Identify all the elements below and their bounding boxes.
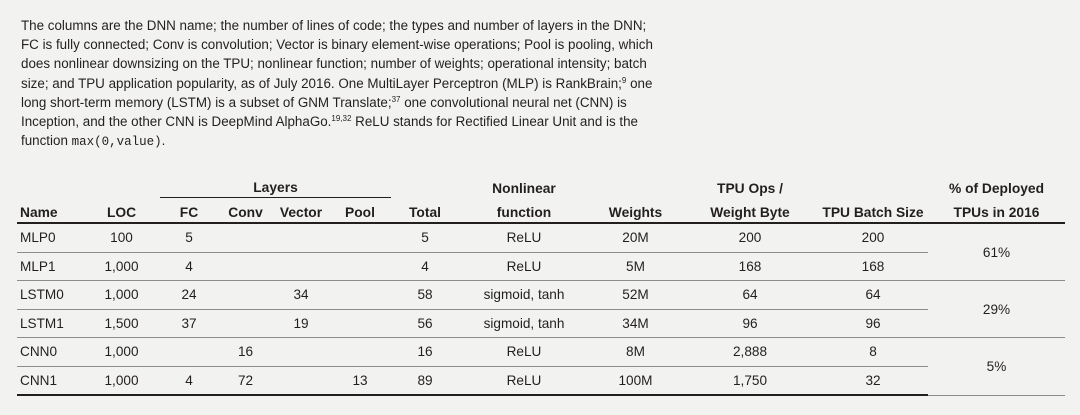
- weights-value: 5M: [589, 252, 682, 281]
- deployed-share: 5%: [928, 338, 1065, 396]
- caption-text: ReLU stands for Rectified Linear Unit and is the function: [21, 114, 638, 149]
- batch-value: 168: [818, 252, 928, 281]
- fc-value: 37: [160, 309, 218, 338]
- fc-header: FC: [179, 205, 199, 220]
- loc-value: 1,000: [83, 338, 160, 367]
- dnn-table: [17, 177, 1065, 396]
- ops-value: 64: [682, 281, 818, 310]
- total-value: 58: [391, 281, 459, 310]
- table-row: [17, 281, 1065, 310]
- total-value: 56: [391, 309, 459, 338]
- total-value: 89: [391, 366, 459, 395]
- tpu-ops-header-line2: Weight Byte: [710, 205, 790, 220]
- ops-value: 1,750: [682, 366, 818, 395]
- fc-value: 5: [160, 223, 218, 252]
- loc-value: 1,000: [83, 252, 160, 281]
- table-row: [17, 252, 1065, 281]
- fc-value: 4: [160, 366, 218, 395]
- batch-value: 96: [818, 309, 928, 338]
- citation-ref: 19,32: [331, 114, 352, 124]
- fc-value: 24: [160, 281, 218, 310]
- caption-text: .: [161, 133, 166, 149]
- deployed-share: 29%: [928, 281, 1065, 338]
- batch-value: 64: [818, 281, 928, 310]
- pool-value: [329, 281, 391, 310]
- loc-value: 100: [83, 223, 160, 252]
- deployed-share: 61%: [928, 223, 1065, 281]
- ops-value: 168: [682, 252, 818, 281]
- layers-header: Layers: [160, 177, 391, 198]
- pool-value: [329, 223, 391, 252]
- nonlinear-header-line2: function: [496, 205, 552, 220]
- weights-value: 100M: [589, 366, 682, 395]
- vector-value: [273, 252, 329, 281]
- ops-value: 96: [682, 309, 818, 338]
- dnn-name: MLP1: [17, 252, 83, 281]
- batch-value: 200: [818, 223, 928, 252]
- total-value: 5: [391, 223, 459, 252]
- conv-value: 16: [218, 338, 273, 367]
- total-header: Total: [409, 205, 441, 220]
- loc-header: LOC: [106, 205, 137, 220]
- weights-header: Weights: [608, 205, 663, 220]
- caption-text: one convolutional neural net (CNN) is Inception, and the other CNN is DeepMind AlphaGo.: [21, 94, 627, 130]
- vector-value: [273, 366, 329, 395]
- conv-value: [218, 281, 273, 310]
- caption-text: The columns are the DNN name; the number of lines of code; the types and number of layers in the DNN; FC is fully connected; Conv is convolution; Vector is binary element-wise operations; Pool is pooling, which does nonlinear downsizing on the TPU; nonlinear function; number of weights; operational intensity; batch size; and TPU application popularity, as of July 2016. One MultiLayer Perceptron (MLP) is RankBrain;: [21, 18, 653, 91]
- weights-value: 34M: [589, 309, 682, 338]
- ops-value: 2,888: [682, 338, 818, 367]
- pool-value: [329, 338, 391, 367]
- dnn-name: LSTM0: [17, 281, 83, 310]
- nonlinear-value: ReLU: [459, 223, 589, 252]
- batch-value: 8: [818, 338, 928, 367]
- caption-text: one long short-term memory (LSTM) is a subset of GNM Translate;: [21, 75, 653, 110]
- vector-header: Vector: [279, 205, 323, 220]
- citation-ref: 37: [391, 94, 401, 104]
- nonlinear-value: sigmoid, tanh: [459, 309, 589, 338]
- relu-formula: max(0,value): [71, 135, 162, 150]
- pool-header: Pool: [345, 205, 375, 220]
- fc-value: [160, 338, 218, 367]
- deployed-header-line1: % of Deployed: [948, 180, 1045, 196]
- deployed-header-line2: TPUs in 2016: [953, 205, 1040, 220]
- table-row: [17, 338, 1065, 367]
- dnn-name: LSTM1: [17, 309, 83, 338]
- loc-value: 1,000: [83, 281, 160, 310]
- vector-value: 19: [273, 309, 329, 338]
- fc-value: 4: [160, 252, 218, 281]
- tpu-ops-header-line1: TPU Ops /: [717, 180, 783, 196]
- nonlinear-value: ReLU: [459, 252, 589, 281]
- batch-value: 32: [818, 366, 928, 395]
- table-caption: [21, 16, 661, 152]
- weights-value: 8M: [589, 338, 682, 367]
- batch-size-header: TPU Batch Size: [822, 205, 924, 220]
- pool-value: [329, 309, 391, 338]
- dnn-name: CNN0: [17, 338, 83, 367]
- pool-value: [329, 252, 391, 281]
- nonlinear-value: ReLU: [459, 366, 589, 395]
- nonlinear-value: ReLU: [459, 338, 589, 367]
- table-row: [17, 309, 1065, 338]
- nonlinear-value: sigmoid, tanh: [459, 281, 589, 310]
- conv-value: 72: [218, 366, 273, 395]
- table-row: [17, 223, 1065, 252]
- citation-ref: 9: [621, 75, 627, 85]
- table-row: [17, 366, 1065, 395]
- header-row: [17, 198, 1065, 224]
- name-header: Name: [20, 205, 58, 220]
- vector-value: [273, 223, 329, 252]
- header-row-top: [17, 177, 1065, 198]
- conv-value: [218, 252, 273, 281]
- total-value: 16: [391, 338, 459, 367]
- dnn-name: CNN1: [17, 366, 83, 395]
- dnn-name: MLP0: [17, 223, 83, 252]
- conv-value: [218, 309, 273, 338]
- nonlinear-header-line1: Nonlinear: [492, 180, 556, 196]
- loc-value: 1,000: [83, 366, 160, 395]
- total-value: 4: [391, 252, 459, 281]
- conv-header: Conv: [228, 205, 263, 220]
- pool-value: 13: [329, 366, 391, 395]
- vector-value: [273, 338, 329, 367]
- weights-value: 20M: [589, 223, 682, 252]
- ops-value: 200: [682, 223, 818, 252]
- conv-value: [218, 223, 273, 252]
- loc-value: 1,500: [83, 309, 160, 338]
- vector-value: 34: [273, 281, 329, 310]
- weights-value: 52M: [589, 281, 682, 310]
